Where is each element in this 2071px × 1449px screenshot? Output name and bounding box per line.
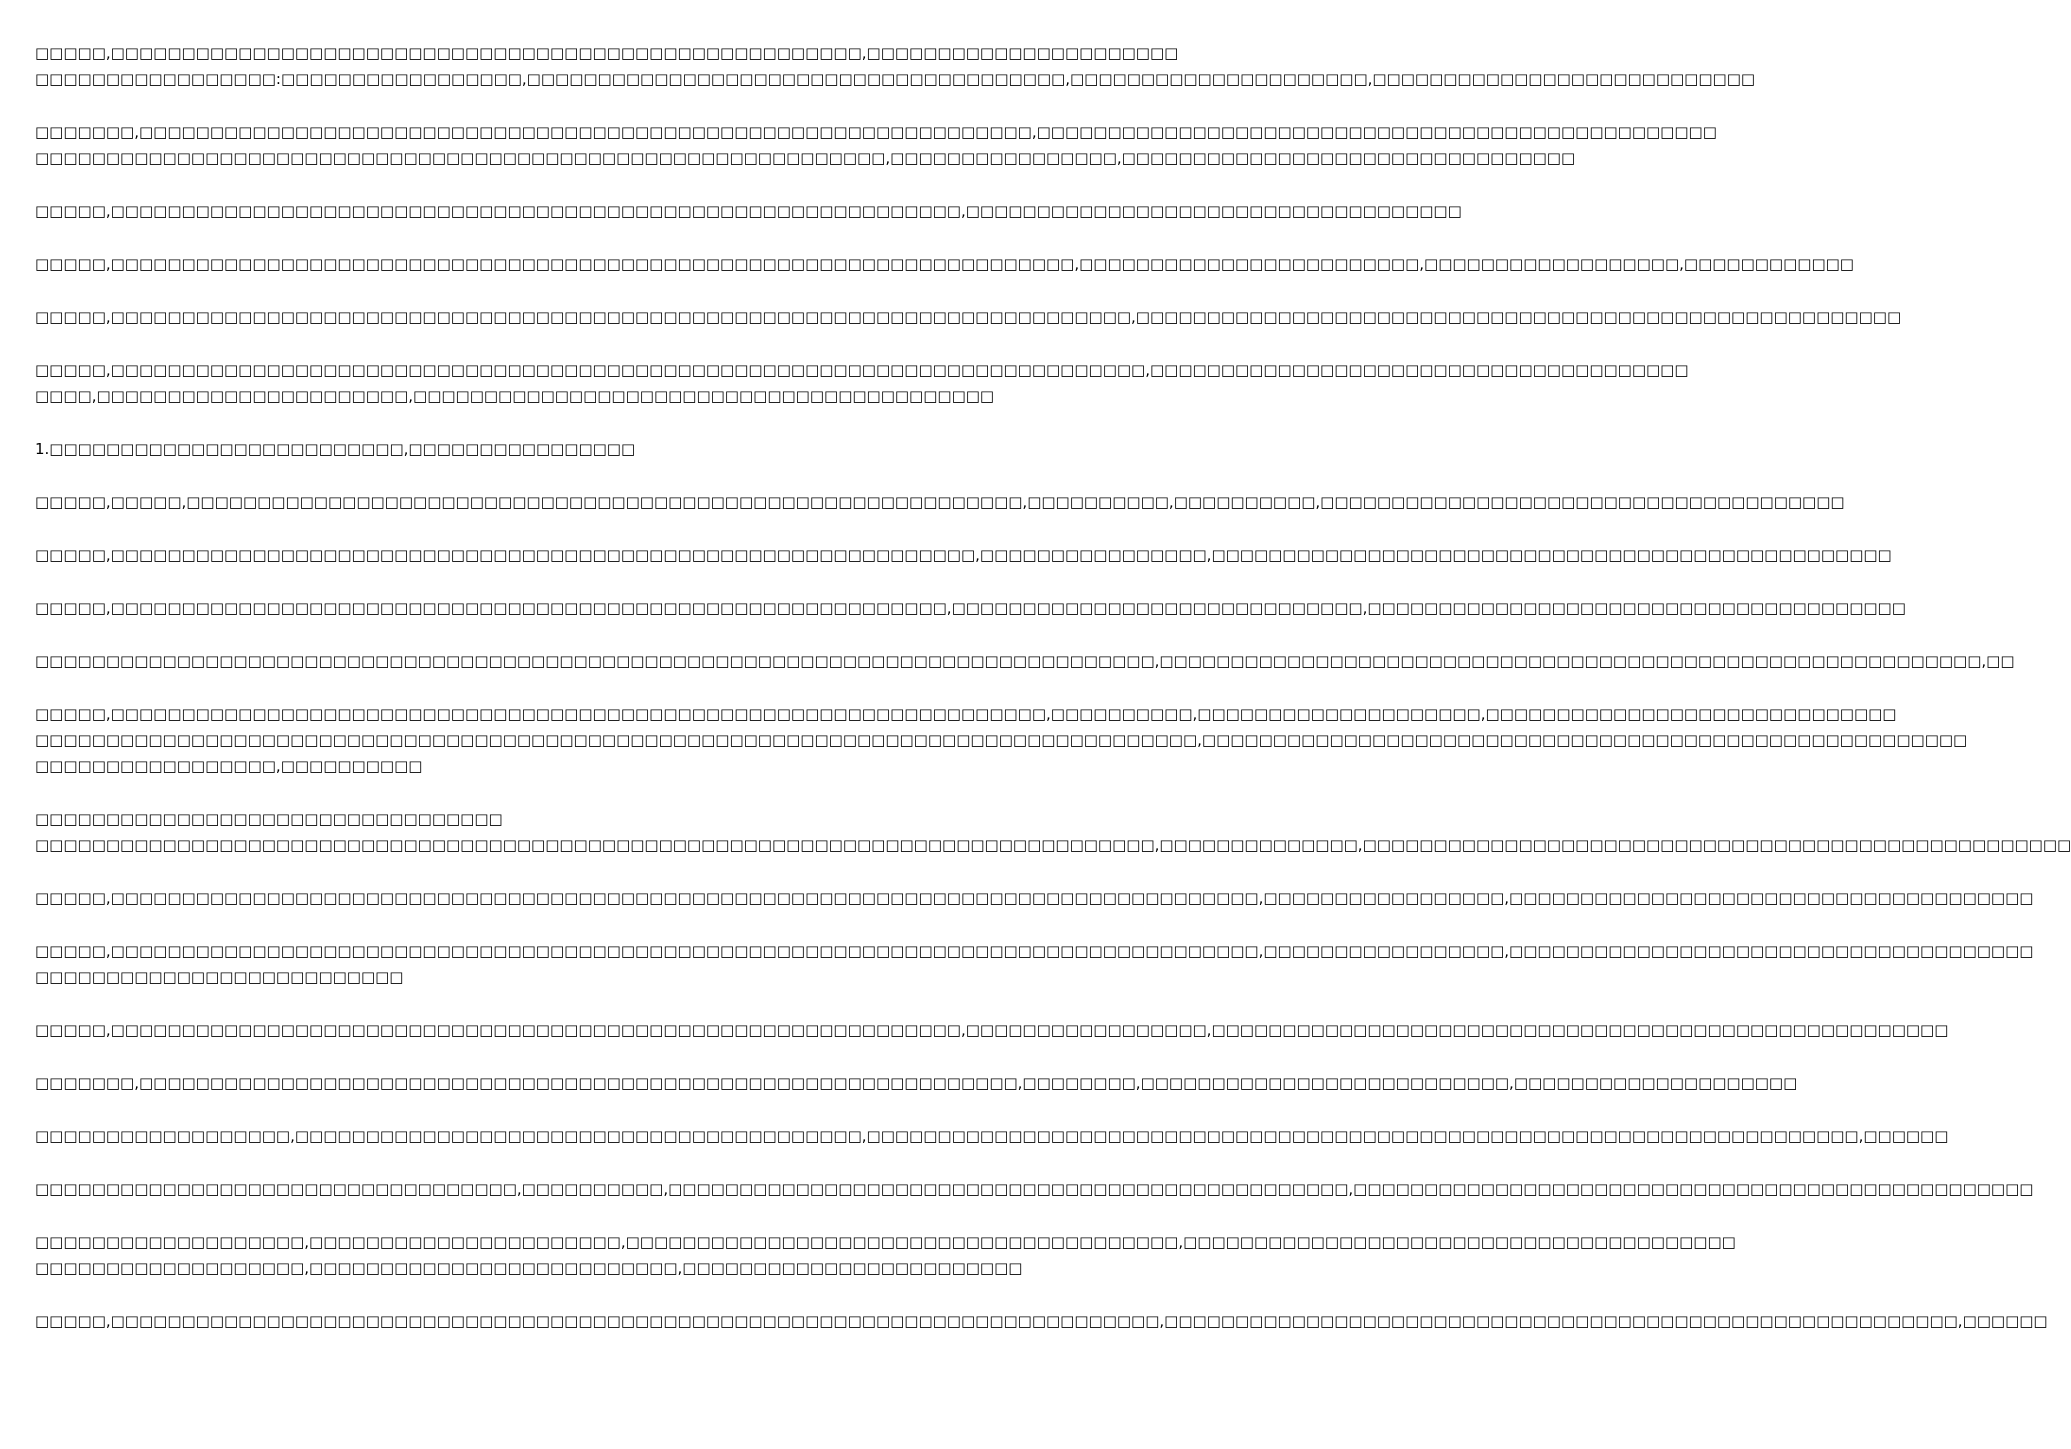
text-line: □□□□□□□□□□□□□□□□□□□,□□□□□□□□□□□□□□□□□□□□□□,□□□□□□□□□□□□□□□□□□□□□□□□□□□□□□□□□□□□□□□,□□□□□□□□□□□□□□□□□□□□□□□□□□□□□□□□□□□□□□□ <box>35 1233 1736 1251</box>
paragraph <box>35 251 1854 277</box>
text-line: □□□□□□□□□□□□□□□□□,□□□□□□□□□□ <box>35 757 423 775</box>
paragraph <box>35 198 1462 224</box>
paragraph <box>35 595 1906 621</box>
text-line: □□□□□□□□□□□□□□□□□□□□□□□□□□□□□□□□□□□□□□□□□□□□□□□□□□□□□□□□□□□□,□□□□□□□□□□□□□□□□,□□□□□□□□□□□□□□□□□□□□□□□□□□□□□□□□ <box>35 149 1576 167</box>
text-line: □□□□□,□□□□□□□□□□□□□□□□□□□□□□□□□□□□□□□□□□□□□□□□□□□□□□□□□□□□□□□□□□□□□□□□□□□□□□□□□□□□□□□□□,□□□□□□□□□□□□□□□□□,□□□□□□□□□□□□□□□□□□□□□□□□□□□□□□□□□□□□□ <box>35 889 2034 907</box>
paragraph <box>35 648 2015 674</box>
text-line: □□□□□,□□□□□□□□□□□□□□□□□□□□□□□□□□□□□□□□□□□□□□□□□□□□□□□□□□□□□□□□□□□□□□□□□□□□□□□□□□,□□□□□□□□□□□□□□□□□□□□□□□□□□□□□□□□□□□□□□□□□□□□□□□□□□□□□□□□,□□□□□□ <box>35 1312 2048 1330</box>
paragraph <box>35 1123 1949 1149</box>
paragraph <box>35 489 1845 515</box>
text-line: □□□□□,□□□□□□□□□□□□□□□□□□□□□□□□□□□□□□□□□□□□□□□□□□□□□□□□□□□□□□□□□□□□□□□□□□□□,□□□□□□□□□□□□□□□□□□□□□□□□,□□□□□□□□□□□□□□□□□□,□□□□□□□□□□□□ <box>35 255 1854 273</box>
paragraph <box>35 1176 2034 1202</box>
paragraph <box>35 357 1689 409</box>
paragraph <box>35 436 990 462</box>
text-line: □□□□□□□□□□□□□□□□□□□□□□□□□□□□□□□□□ <box>35 810 503 828</box>
paragraph <box>35 701 1968 779</box>
text-line: 1.□□□□□□□□□□□□□□□□□□□□□□□□□,□□□□□□□□□□□□□□□□ <box>35 440 636 458</box>
paragraph <box>35 1308 2048 1334</box>
paragraph <box>35 806 2071 858</box>
paragraph <box>35 542 1892 568</box>
text-line: □□□□□□□□□□□□□□□□□□□□□□□□□□□□□□□□□□,□□□□□□□□□□,□□□□□□□□□□□□□□□□□□□□□□□□□□□□□□□□□□□□□□□□□□□□□□□□,□□□□□□□□□□□□□□□□□□□□□□□□□□□□□□□□□□□□□□□□□□□□□□□□ <box>35 1180 2034 1198</box>
text-line: □□□□□,□□□□□,□□□□□□□□□□□□□□□□□□□□□□□□□□□□□□□□□□□□□□□□□□□□□□□□□□□□□□□□□□□,□□□□□□□□□□,□□□□□□□□□□,□□□□□□□□□□□□□□□□□□□□□□□□□□□□□□□□□□□□□ <box>35 493 1845 511</box>
text-line: □□□□□,□□□□□□□□□□□□□□□□□□□□□□□□□□□□□□□□□□□□□□□□□□□□□□□□□□□□□□□□□□□□□□□□□□□□□□□□□□□□□□□□□,□□□□□□□□□□□□□□□□□,□□□□□□□□□□□□□□□□□□□□□□□□□□□□□□□□□□□□□ <box>35 942 2034 960</box>
text-line: □□□□□,□□□□□□□□□□□□□□□□□□□□□□□□□□□□□□□□□□□□□□□□□□□□□□□□□□□□□□□□□□□□□□□□□□,□□□□□□□□□□,□□□□□□□□□□□□□□□□□□□□,□□□□□□□□□□□□□□□□□□□□□□□□□□□□□ <box>35 705 1897 723</box>
text-line: □□□□□,□□□□□□□□□□□□□□□□□□□□□□□□□□□□□□□□□□□□□□□□□□□□□□□□□□□□□□□□□□□□,□□□□□□□□□□□□□□□□□,□□□□□□□□□□□□□□□□□□□□□□□□□□□□□□□□□□□□□□□□□□□□□□□□□□□□ <box>35 1021 1949 1039</box>
text-line: □□□□□□□□□□□□□□□□□□□□□□□□□□□□□□□□□□□□□□□□□□□□□□□□□□□□□□□□□□□□□□□□□□□□□□□□□□□□□□□□□□,□□□□□□□□□□□□□□□□□□□□□□□□□□□□□□□□□□□□□□□□□□□□□□□□□□□□□□ <box>35 731 1968 749</box>
text-line: □□□□□□□□□□□□□□□□□□□,□□□□□□□□□□□□□□□□□□□□□□□□□□,□□□□□□□□□□□□□□□□□□□□□□□□ <box>35 1259 1023 1277</box>
text-line: □□□□□□□□□□□□□□□□□□□□□□□□□□□□□□□□□□□□□□□□□□□□□□□□□□□□□□□□□□□□□□□□□□□□□□□□□□□□□□□,□□□□□□□□□□□□□□,□□□□□□□□□□□□□□□□□□□□□□□□□□□□□□□□□□□□□□□□□□□□□□□□□□ <box>35 836 2071 854</box>
text-line: □□□□□□□,□□□□□□□□□□□□□□□□□□□□□□□□□□□□□□□□□□□□□□□□□□□□□□□□□□□□□□□□□□□□□□,□□□□□□□□,□□□□□□□□□□□□□□□□□□□□□□□□□□,□□□□□□□□□□□□□□□□□□□□ <box>35 1074 1798 1092</box>
text-line: □□□□,□□□□□□□□□□□□□□□□□□□□□□,□□□□□□□□□□□□□□□□□□□□□□□□□□□□□□□□□□□□□□□□□ <box>35 387 995 405</box>
text-line: □□□□□□□□□□□□□□□□□:□□□□□□□□□□□□□□□□□,□□□□□□□□□□□□□□□□□□□□□□□□□□□□□□□□□□□□□□,□□□□□□□□□□□□□□□□□□□□□,□□□□□□□□□□□□□□□□□□□□□□□□□□□ <box>35 70 1756 88</box>
document-body <box>35 40 2071 1361</box>
text-line: □□□□□,□□□□□□□□□□□□□□□□□□□□□□□□□□□□□□□□□□□□□□□□□□□□□□□□□□□□□□□□□□□□□□□□□□□□□□□□,□□□□□□□□□□□□□□□□□□□□□□□□□□□□□□□□□□□□□□□□□□□□□□□□□□□□□□ <box>35 308 1902 326</box>
paragraph <box>35 1070 1798 1096</box>
paragraph <box>35 40 1756 92</box>
paragraph <box>35 1017 1949 1043</box>
text-line: □□□□□,□□□□□□□□□□□□□□□□□□□□□□□□□□□□□□□□□□□□□□□□□□□□□□□□□□□□□□□□□□□□□,□□□□□□□□□□□□□□□□,□□□□□□□□□□□□□□□□□□□□□□□□□□□□□□□□□□□□□□□□□□□□□□□□ <box>35 546 1892 564</box>
text-line: □□□□□□□□□□□□□□□□□□□□□□□□□□□□□□□□□□□□□□□□□□□□□□□□□□□□□□□□□□□□□□□□□□□□□□□□□□□□□□□,□□□□□□□□□□□□□□□□□□□□□□□□□□□□□□□□□□□□□□□□□□□□□□□□□□□□□□□□□□,□□ <box>35 652 2015 670</box>
text-line: □□□□□,□□□□□□□□□□□□□□□□□□□□□□□□□□□□□□□□□□□□□□□□□□□□□□□□□□□□□□□□□□□□□□□□□□□□□□□□□,□□□□□□□□□□□□□□□□□□□□□□□□□□□□□□□□□□□□□□ <box>35 361 1689 379</box>
text-line: □□□□□□□□□□□□□□□□□□,□□□□□□□□□□□□□□□□□□□□□□□□□□□□□□□□□□□□□□□□,□□□□□□□□□□□□□□□□□□□□□□□□□□□□□□□□□□□□□□□□□□□□□□□□□□□□□□□□□□□□□□□□□□□□□□,□□□□□□ <box>35 1127 1949 1145</box>
text-line: □□□□□,□□□□□□□□□□□□□□□□□□□□□□□□□□□□□□□□□□□□□□□□□□□□□□□□□□□□□,□□□□□□□□□□□□□□□□□□□□□□ <box>35 44 1179 62</box>
text-line: □□□□□□□□□□□□□□□□□□□□□□□□□□ <box>35 968 404 986</box>
paragraph <box>35 1229 1736 1281</box>
text-line: □□□□□,□□□□□□□□□□□□□□□□□□□□□□□□□□□□□□□□□□□□□□□□□□□□□□□□□□□□□□□□□□□,□□□□□□□□□□□□□□□□□□□□□□□□□□□□□,□□□□□□□□□□□□□□□□□□□□□□□□□□□□□□□□□□□□□□ <box>35 599 1906 617</box>
paragraph <box>35 938 2034 990</box>
paragraph <box>35 304 1902 330</box>
paragraph <box>35 885 2034 911</box>
paragraph <box>35 119 1717 171</box>
text-line: □□□□□□□,□□□□□□□□□□□□□□□□□□□□□□□□□□□□□□□□□□□□□□□□□□□□□□□□□□□□□□□□□□□□□□□,□□□□□□□□□□□□□□□□□□□□□□□□□□□□□□□□□□□□□□□□□□□□□□□□ <box>35 123 1717 141</box>
text-line: □□□□□,□□□□□□□□□□□□□□□□□□□□□□□□□□□□□□□□□□□□□□□□□□□□□□□□□□□□□□□□□□□□,□□□□□□□□□□□□□□□□□□□□□□□□□□□□□□□□□□□ <box>35 202 1462 220</box>
